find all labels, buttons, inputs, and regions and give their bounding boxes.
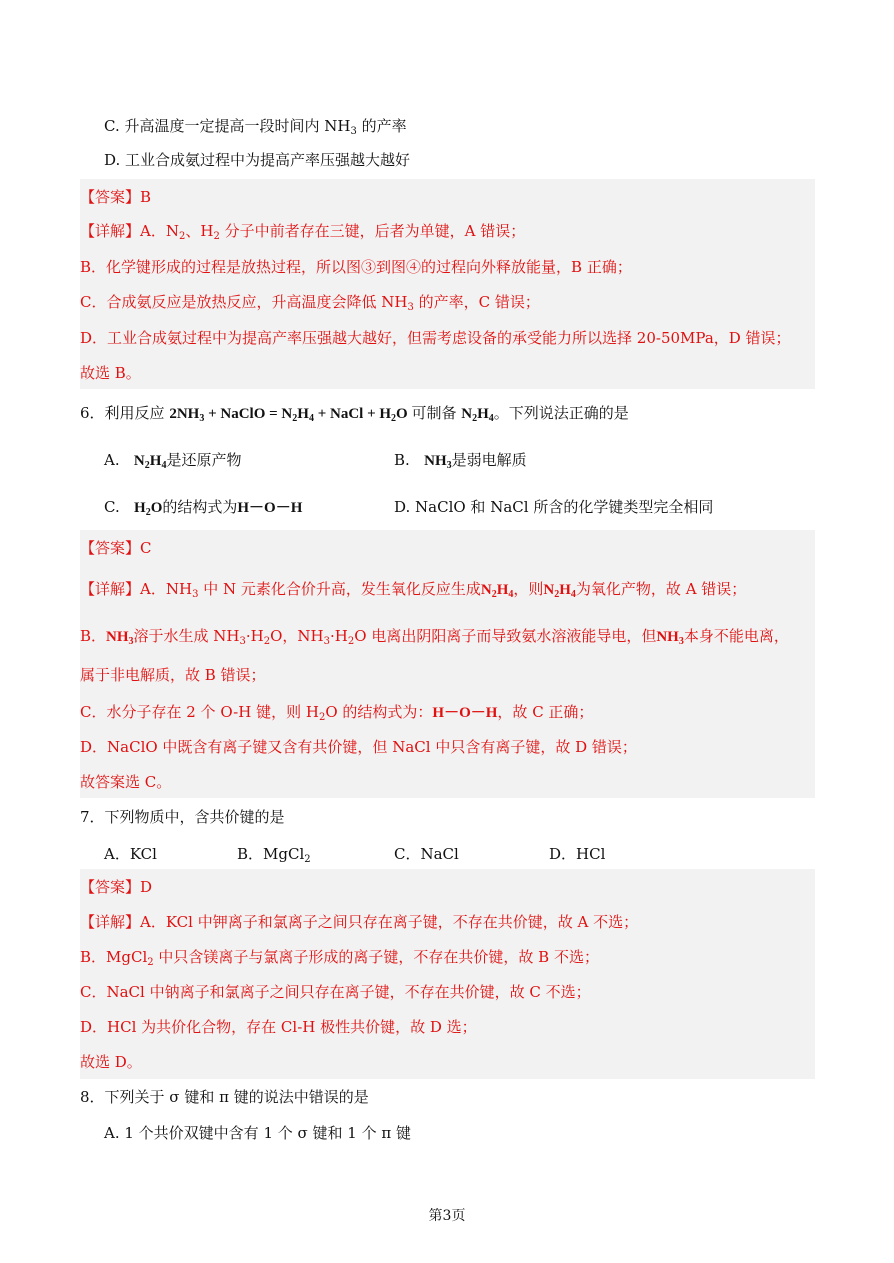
q5-conclusion: 故选 B。 [80,364,141,382]
q6-option-c: C. $H_2O$的结构式为H－O－H [104,498,303,518]
q6-detail-b-cont: 属于非电解质，故 B 错误； [80,666,266,684]
q7-conclusion: 故选 D。 [80,1053,142,1071]
q6-conclusion: 故答案选 C。 [80,773,172,791]
q5-detail-b: B．化学键形成的过程是放热过程，所以图③到图④的过程向外释放能量，B 正确； [80,258,632,276]
q5-detail-a: 【详解】A．$N_2$、$H_2$ 分子中前者存在三键，后者为单键，A 错误； [80,222,526,242]
q7-option-a: A．KCl [104,845,157,863]
q7-option-d: D．HCl [549,845,606,863]
answer-block-q5 [80,179,815,389]
q7-detail-b: B．MgCl$_2$ 中只含镁离子与氯离子形成的离子键，不存在共价键，故 B 不选； [80,948,599,968]
q6-detail-a: 【详解】A．$NH_3$ 中 N 元素化合价升高，发生氧化反应生成$N_2H_4$，则$N_2H_4$为氧化产物，故 A 错误； [80,580,747,600]
q8-option-a: A. 1 个共价双键中含有 1 个 σ 键和 1 个 π 键 [104,1124,412,1142]
page-number: 第3页 [428,1208,466,1224]
q7-option-c: C．NaCl [394,845,459,863]
q7-detail-c: C．NaCl 中钠离子和氯离子之间只存在离子键，不存在共价键，故 C 不选； [80,983,591,1001]
q6-detail-c: C．水分子存在 2 个 O-H 键，则 $H_2O$ 的结构式为：H－O－H，故 C 正确； [80,703,594,723]
q5-option-c: C. 升高温度一定提高一段时间内 $NH_3$ 的产率 [104,117,407,137]
q6-stem: 6．利用反应 $2NH_3$ + NaClO = $N_2H_4$ + NaCl + $H_2O$ 可制备 $N_2H_4$。下列说法正确的是 [80,404,629,424]
q6-option-b: B. $NH_3$是弱电解质 [394,451,527,471]
q5-detail-d: D．工业合成氨过程中为提高产率压强越大越好，但需考虑设备的承受能力所以选择 20-50MPa，D 错误； [80,329,791,347]
q5-option-d: D. 工业合成氨过程中为提高产率压强越大越好 [104,151,411,169]
answer-block-q7 [80,869,815,1079]
q7-detail-a: 【详解】A．KCl 中钾离子和氯离子之间只存在离子键，不存在共价键，故 A 不选； [80,913,639,931]
q6-detail-b: B．$NH_3$溶于水生成 $NH_3\cdot H_2O$，$NH_3\cdot H_2O$ 电离出阴阳离子而导致氨水溶液能导电，但$NH_3$本身不能电离， [80,627,789,647]
q6-answer: 【答案】C [80,539,152,557]
q6-equation: $2NH_3$ + NaClO = $N_2H_4$ + NaCl + $H_2O$ [169,406,408,424]
q7-stem: 7．下列物质中，含共价键的是 [80,808,285,826]
q6-option-d: D. NaClO 和 NaCl 所含的化学键类型完全相同 [394,498,714,516]
q7-option-b: B．MgCl$_2$ [237,845,311,865]
q5-detail-c: C．合成氨反应是放热反应，升高温度会降低 $NH_3$ 的产率，C 错误； [80,293,540,313]
q7-answer: 【答案】D [80,878,153,896]
q7-detail-d: D．HCl 为共价化合物，存在 Cl-H 极性共价键，故 D 选； [80,1018,477,1036]
q6-detail-d: D．NaClO 中既含有离子键又含有共价键，但 NaCl 中只含有离子键，故 D 错误； [80,738,637,756]
q5-answer: 【答案】B [80,188,152,206]
q6-option-a: A. $N_2H_4$是还原产物 [104,451,242,471]
q8-stem: 8．下列关于 σ 键和 π 键的说法中错误的是 [80,1088,369,1106]
